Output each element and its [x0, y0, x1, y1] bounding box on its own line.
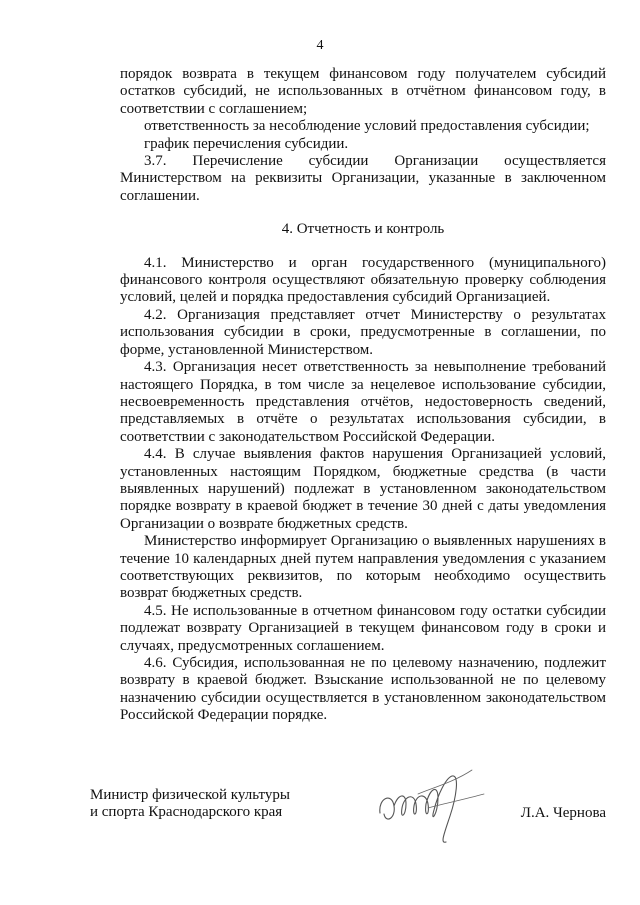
paragraph: график перечисления субсидии.: [144, 135, 349, 152]
paragraph: 3.7. Перечисление субсидии Организации осуществляется Министерством на реквизиты Организации, указанные в заключенном соглашении.: [120, 153, 606, 204]
paragraph: Министерство информирует Организацию о выявленных нарушениях в течение 10 календарных дней путем направления уведомления с указанием соответствующих реквизитов, по которым необходимо осуществить возврат бюджетных средств.: [120, 533, 606, 602]
top-paragraphs: [120, 66, 606, 205]
paragraph: 4.1. Министерство и орган государственного (муниципального) финансового контроля осуществляют обязательную проверку соблюдения условий, целей и порядка предоставления субсидий Организацией.: [120, 254, 606, 306]
paragraph: 4.6. Субсидия, использованная не по целевому назначению, подлежит возврату в краевой бюджет. Взыскание использованной не по целевому назначению субсидии осуществляется в установленном законодательством Российской Федерации порядке.: [120, 655, 606, 724]
paragraph: порядок возврата в текущем финансовом году получателем субсидий остатков субсидий, не использованных в отчётном финансовом году, в соответствии с соглашением;: [120, 66, 606, 117]
paragraph: 4.2. Организация представляет отчет Министерству о результатах использования субсидии в сроки, предусмотренные в соглашении, по форме, установленной Министерством.: [120, 306, 606, 358]
paragraph: 4.3. Организация несет ответственность за невыполнение требований настоящего Порядка, в том числе за нецелевое использование субсидии, несвоевременность представления отчётов, недостоверность сведений, представляемых в отчёте о результатах использования субсидии, в соответствии с законодательством Российской Федерации.: [120, 359, 606, 445]
signatory-title-line2: и спорта Краснодарского края: [90, 804, 283, 821]
paragraph: ответственность за несоблюдение условий предоставления субсидии;: [144, 118, 590, 135]
signatory-name: Л.А. Чернова: [520, 805, 606, 821]
page-number: 4: [316, 38, 324, 53]
signatory-title-line1: Министр физической культуры: [90, 787, 290, 803]
handwritten-signature: [372, 758, 497, 848]
document-body: [120, 66, 606, 725]
paragraph: 4.5. Не использованные в отчетном финансовом году остатки субсидии подлежат возврату Организацией в текущем финансовом году в сроки и случаях, предусмотренных соглашением.: [120, 602, 606, 654]
paragraph: 4.4. В случае выявления фактов нарушения Организацией условий, установленных настоящим Порядком, бюджетные средства (в части выявленных нарушений) подлежат в установленном законодательством порядке возврату в краевой бюджет в течение 30 дней с даты уведомления Организации о возврате бюджетных средств.: [120, 446, 606, 532]
section-paragraphs: [120, 255, 606, 725]
section-heading: 4. Отчетность и контроль: [281, 221, 445, 238]
signatory-title: [90, 787, 290, 822]
